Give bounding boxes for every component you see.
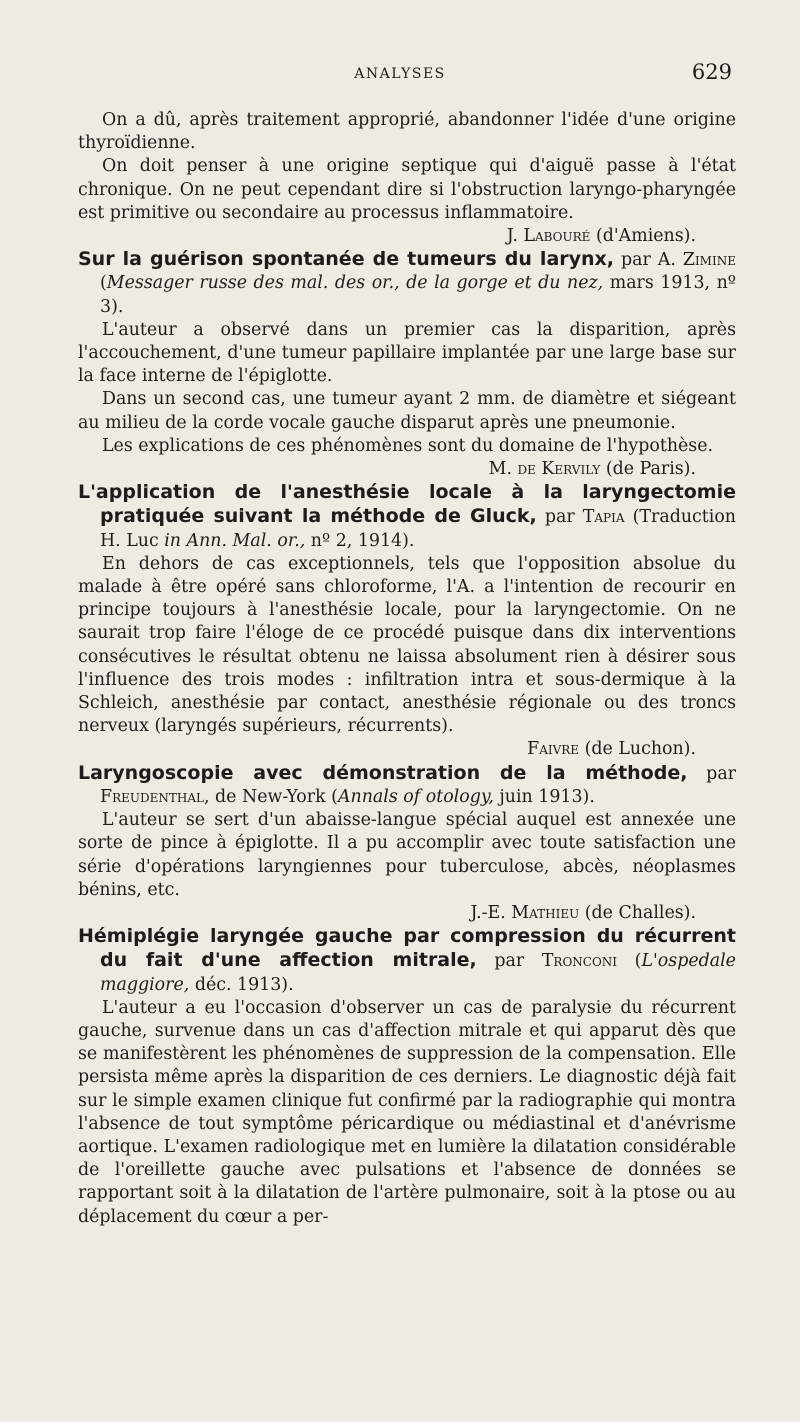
signature-name: de Kervily [517,459,601,480]
article-title: Hémiplégie laryngée gauche par compression du récurrent du fait d'une affection mitrale, [78,925,736,972]
article-heading: L'application de l'anesthésie locale à la laryngectomie pratiquée suivant la méthode de Gluck, par Tapia (Traduction H. Luc in Ann. Mal. or., nº 2, 1914). [78,481,737,551]
signature: J.-E. Mathieu (de Challes). [470,902,696,923]
article-heading: Sur la guérison spontanée de tumeurs du larynx, par A. Zimine (Messager russe des mal. des or., de la gorge et du nez, mars 1913, nº 3). [78,248,736,317]
article-journal: Annals of otology, [337,786,494,807]
article-author: Tapia [582,507,625,528]
running-title: ANALYSES [354,66,446,82]
signature-name: Mathieu [511,902,580,923]
paragraph: L'auteur se sert d'un abaisse-langue spécial auquel est annexée une sorte de pince à épiglotte. Il a pu accomplir avec toute satisfaction une série d'opérations laryngiennes pour tuberculose, abcès, néoplasmes bénins, etc. [78,810,736,900]
article-journal: in Ann. Mal. or., [164,530,306,551]
article-heading: Laryngoscopie avec démonstration de la méthode, par Freudenthal, de New-York (Annals of otology, juin 1913). [78,761,737,807]
signature: Faivre (de Luchon). [527,739,696,760]
article-journal: Messager russe des mal. des or., de la gorge et du nez, [106,273,604,294]
article-title: L'application de l'anesthésie locale à la laryngectomie pratiquée suivant la méthode de Gluck, [78,481,736,528]
signature: M. de Kervily (de Paris). [488,459,696,480]
paragraph: L'auteur a eu l'occasion d'observer un cas de paralysie du récurrent gauche, survenue dans un cas d'affection mitrale et qui apparut dès que se manifestèrent les phénomènes de suppression de la compensation. Elle persista même après la disparition de ces derniers. Le diagnostic déjà fait sur le simple examen clinique fut confirmé par la radiographie qui montra l'absence de tout symptôme péricardique ou médiastinal et d'anévrisme aortique. L'examen radiologique met en lumière la dilatation considérable de l'oreillette gauche avec pulsations et l'absence de données se rapportant soit à la dilatation de l'artère pulmonaire, soit à la ptose ou au déplacement du cœur a per- [78,997,736,1227]
signature: J. Labouré (d'Amiens). [506,226,696,247]
paragraph: En dehors de cas exceptionnels, tels que l'opposition absolue du malade à être opéré sans chloroforme, l'A. a l'intention de recourir en principe toujours à l'anesthésie locale, pour la laryngectomie. On ne saurait trop faire l'éloge de ce procédé puisque dans dix interventions consécutives le résultat obtenu ne laissa absolument rien à désirer sous l'influence des trois modes : infiltration intra et sous-dermique à la Schleich, anesthésie par contact, anesthésie régionale ou des troncs nerveux (laryngés supérieurs, récurrents). [78,553,736,737]
signature-name: Labouré [523,226,591,247]
article-author: Tronconi [541,951,618,972]
article-title: Laryngoscopie avec démonstration de la méthode, [78,761,688,784]
article-author: Freudenthal [100,786,204,807]
article-title: Sur la guérison spontanée de tumeurs du larynx, [78,248,615,271]
signature-name: Faivre [527,739,580,760]
page-number: 629 [691,60,732,84]
page-header [0,60,800,90]
paragraph: L'auteur a observé dans un premier cas la disparition, après l'accouchement, d'une tumeur papillaire implantée par une large base sur la face interne de l'épiglotte. [78,319,736,387]
article-heading: Hémiplégie laryngée gauche par compression du récurrent du fait d'une affection mitrale, par Tronconi (L'ospedale maggiore, déc. 1913). [78,925,736,995]
page-body [78,109,736,1229]
article-author: Zimine [682,250,736,271]
paragraph: Dans un second cas, une tumeur ayant 2 mm. de diamètre et siégeant au milieu de la corde vocale gauche disparut après une pneumonie. [78,389,736,433]
paragraph: Les explications de ces phénomènes sont du domaine de l'hypothèse. [102,435,714,456]
paragraph: On a dû, après traitement approprié, abandonner l'idée d'une origine thyroïdienne. [78,110,736,154]
article-journal: L'ospedale maggiore, [100,951,736,995]
paragraph: On doit penser à une origine septique qui d'aiguë passe à l'état chronique. On ne peut cependant dire si l'obstruction laryngo-pharyngée est primitive ou secondaire au processus inflammatoire. [78,156,736,223]
